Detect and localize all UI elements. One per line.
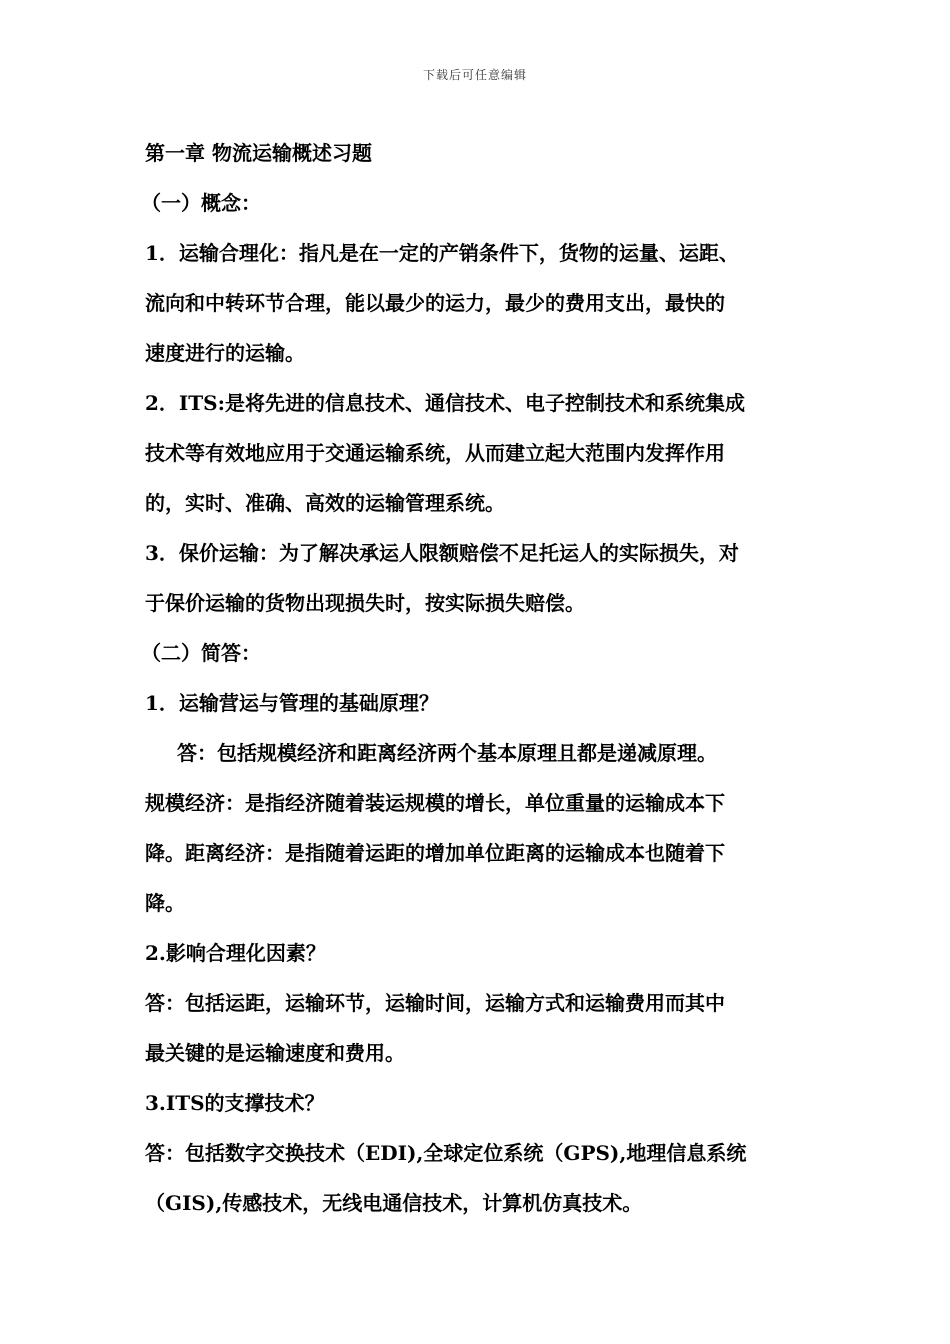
answer-2-line: 答：包括运距，运输环节，运输时间，运输方式和运输费用而其中 bbox=[145, 991, 725, 1015]
section-heading-short-answers: （二）简答： bbox=[141, 641, 261, 665]
answer-1-line: 降。距离经济：是指随着运距的增加单位距离的运输成本也随着下 bbox=[145, 841, 725, 865]
question-1: 1．运输营运与管理的基础原理？ bbox=[145, 691, 439, 715]
answer-1 bbox=[145, 728, 810, 928]
concept-1-line: 1．运输合理化：指凡是在一定的产销条件下，货物的运量、运距、 bbox=[145, 241, 739, 265]
concept-2-line: 的，实时、准确、高效的运输管理系统。 bbox=[145, 491, 505, 515]
concept-3-line: 3．保价运输：为了解决承运人限额赔偿不足托运人的实际损失，对 bbox=[145, 541, 739, 565]
answer-1-line: 规模经济：是指经济随着装运规模的增长，单位重量的运输成本下 bbox=[145, 791, 725, 815]
concept-2 bbox=[145, 378, 810, 528]
concept-1-line: 流向和中转环节合理，能以最少的运力，最少的费用支出，最快的 bbox=[145, 291, 725, 315]
concept-3 bbox=[145, 528, 810, 628]
answer-1-line: 降。 bbox=[145, 891, 185, 915]
section-heading-concepts: （一）概念： bbox=[141, 191, 261, 215]
concept-2-line: 2．ITS:是将先进的信息技术、通信技术、电子控制技术和系统集成 bbox=[145, 391, 745, 415]
concept-2-line: 技术等有效地应用于交通运输系统，从而建立起大范围内发挥作用 bbox=[145, 441, 725, 465]
chapter-title: 第一章 物流运输概述习题 bbox=[145, 141, 372, 165]
concept-3-line: 于保价运输的货物出现损失时，按实际损失赔偿。 bbox=[145, 591, 585, 615]
concept-1 bbox=[145, 228, 810, 378]
answer-3-line: 答：包括数字交换技术（EDI),全球定位系统（GPS),地理信息系统 bbox=[145, 1141, 747, 1165]
answer-2 bbox=[145, 978, 810, 1078]
question-3: 3.ITS的支撑技术？ bbox=[145, 1091, 325, 1115]
answer-1-line: 答：包括规模经济和距离经济两个基本原理且都是递减原理。 bbox=[177, 741, 717, 765]
answer-3 bbox=[145, 1128, 810, 1228]
answer-2-line: 最关键的是运输速度和费用。 bbox=[145, 1041, 405, 1065]
concept-1-line: 速度进行的运输。 bbox=[145, 341, 305, 365]
question-2: 2.影响合理化因素？ bbox=[145, 941, 326, 965]
document-body bbox=[141, 128, 810, 1228]
answer-3-line: （GIS),传感技术，无线电通信技术，计算机仿真技术。 bbox=[145, 1191, 643, 1215]
page-header: 下载后可任意编辑 bbox=[422, 68, 527, 82]
